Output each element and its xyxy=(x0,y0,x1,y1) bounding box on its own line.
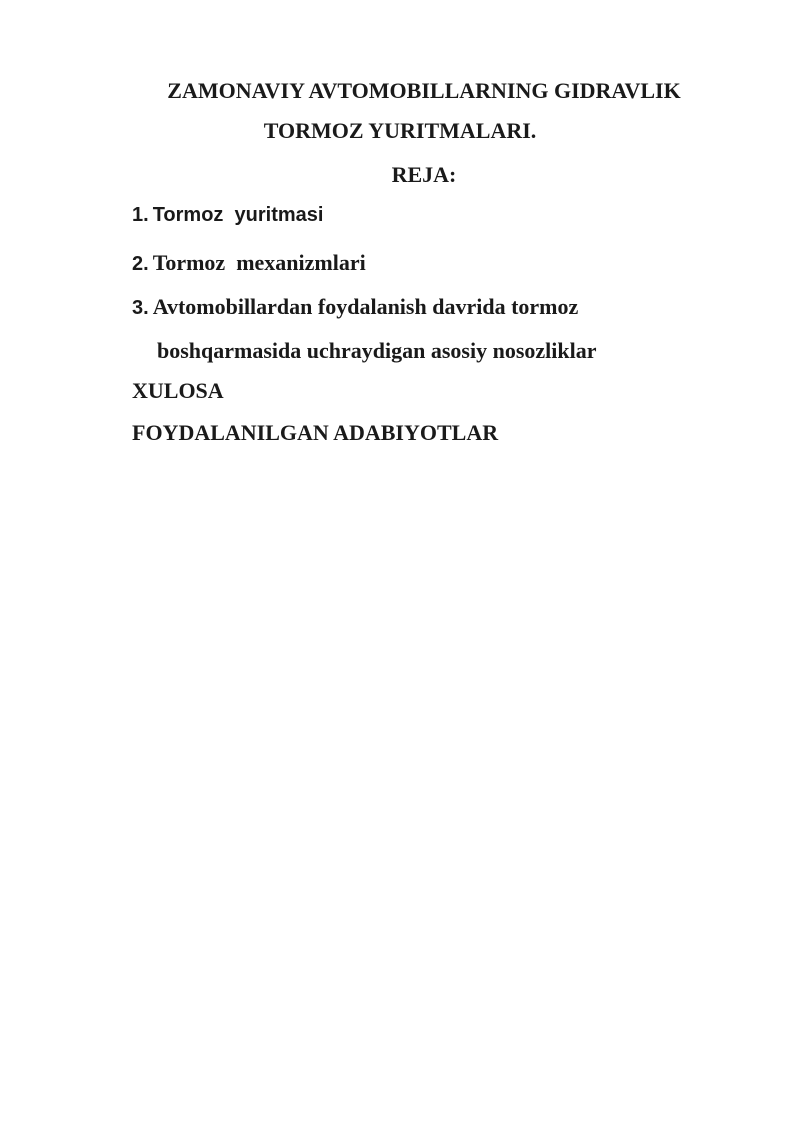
plan-item-1-number: 1. xyxy=(132,204,149,226)
plan-item-3 xyxy=(132,294,578,320)
conclusion-heading: XULOSA xyxy=(132,378,224,403)
document-title-line-1: ZAMONAVIY AVTOMOBILLARNING GIDRAVLIK xyxy=(167,78,681,103)
plan-item-2 xyxy=(132,250,366,276)
document-title-line-2: TORMOZ YURITMALARI. xyxy=(263,118,537,143)
plan-item-1 xyxy=(132,204,323,227)
plan-item-3-number: 3. xyxy=(132,297,149,319)
references-heading: FOYDALANILGAN ADABIYOTLAR xyxy=(132,420,499,445)
plan-item-1-text: Tormoz yuritmasi xyxy=(152,204,324,226)
plan-item-2-number: 2. xyxy=(132,253,149,275)
plan-item-3-continuation: boshqarmasida uchraydigan asosiy nosozliklar xyxy=(157,338,597,363)
plan-item-3-text: Avtomobillardan foydalanish davrida tormoz xyxy=(152,294,579,319)
plan-heading: REJA: xyxy=(391,162,457,187)
plan-item-2-text: Tormoz mexanizmlari xyxy=(152,250,366,275)
